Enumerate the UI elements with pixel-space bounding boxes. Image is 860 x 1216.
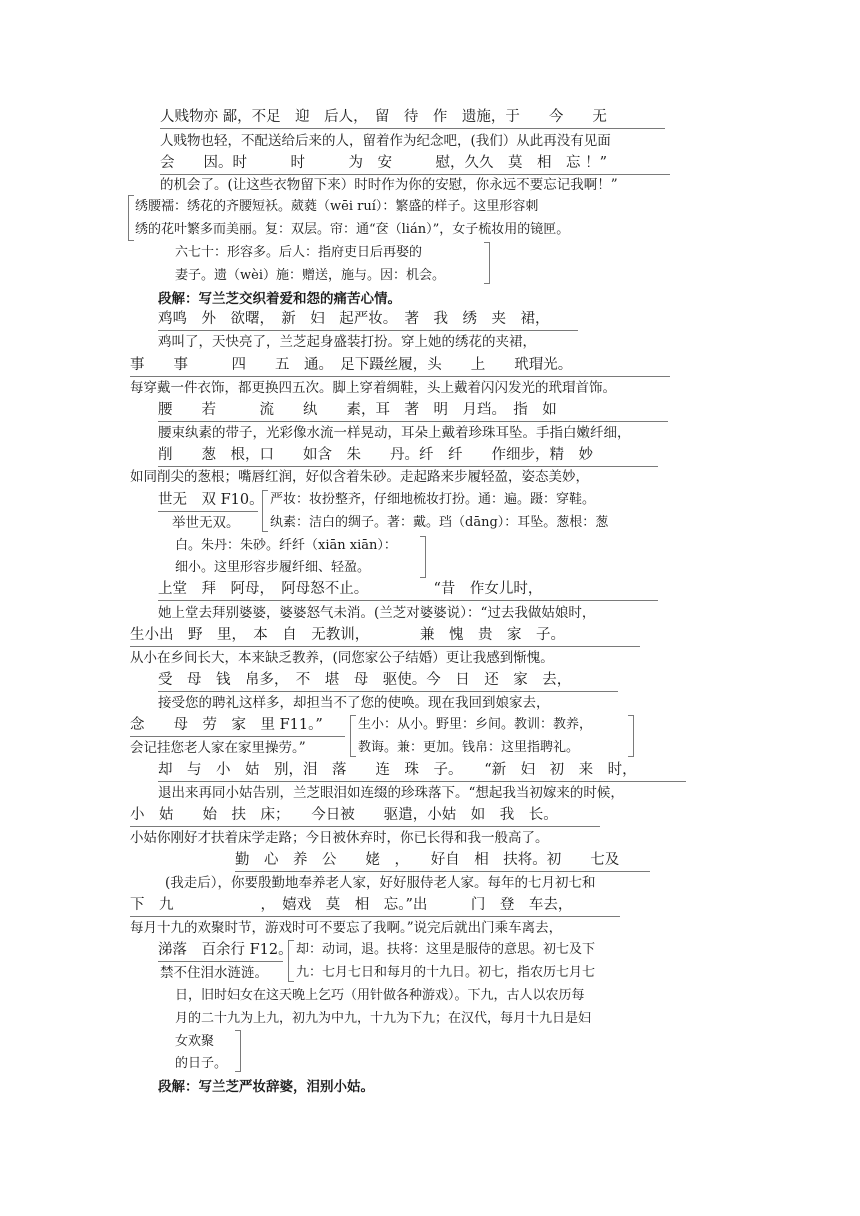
translation-line: 每穿戴一件衣饰，都更换四五次。脚上穿着绸鞋，头上戴着闪闪发光的玳瑁首饰。	[130, 380, 616, 396]
translation-line: 每月十九的欢聚时节，游戏时可不要忘了我啊。”说完后就出门乘车离去，	[130, 920, 563, 936]
section-summary: 段解：写兰芝严妆辞婆，泪别小姑。	[158, 1079, 374, 1095]
section-summary: 段解：写兰芝交织着爱和怨的痛苦心情。	[158, 291, 401, 307]
note-bracket	[128, 195, 134, 241]
original-line: 念 母 劳 家 里 F11。”	[130, 716, 345, 737]
original-line: 腰 若 流 纨 素，耳 著 明 月珰。 指 如	[158, 401, 668, 422]
note-bracket	[262, 490, 268, 532]
original-line: 勤 心 养 公 姥 ， 好自 相 扶将。初 七及	[235, 851, 650, 872]
annotation-line: 九：七月七日和每月的十九日。初七，指农历七月七	[296, 965, 596, 980]
translation-line: 鸡叫了，天快亮了，兰芝起身盛装打扮。穿上她的绣花的夹裙，	[158, 334, 536, 350]
annotation-line: 六七十：形容多。后人：指府吏日后再娶的	[175, 245, 423, 260]
translation-line: (我走后），你要殷勤地奉养老人家，好好服侍老人家。每年的七月初七和	[165, 875, 596, 891]
note-bracket	[484, 242, 490, 284]
annotation-line: 严妆：妆扮整齐，仔细地梳妆打扮。通：遍。蹑：穿鞋。	[270, 492, 596, 507]
original-line: 生小出 野 里， 本 自 无教训， 兼 愧 贵 家 子。	[130, 626, 640, 647]
original-line: 会 因。时 时 为 安 慰，久久 莫 相 忘 ！”	[160, 154, 670, 175]
translation-line: 她上堂去拜别婆婆，婆婆怒气未消。(兰芝对婆婆说）：“过去我做姑娘时，	[158, 605, 596, 621]
translation-line: 举世无双。	[172, 515, 240, 531]
translation-line: 接受您的聘礼这样多，却担当不了您的使唤。现在我回到娘家去，	[158, 695, 550, 711]
note-bracket	[350, 715, 356, 757]
original-line: 却 与 小 姑 别，泪 落 连 珠 子。 “新 妇 初 来 时，	[158, 761, 686, 782]
translation-line: 会记挂您老人家在家里操劳。”	[130, 740, 306, 756]
original-line: 受 母 钱 帛多， 不 堪 母 驱使。今 日 还 家 去，	[158, 671, 618, 692]
annotation-line: 的日子。	[175, 1056, 228, 1071]
translation-line: 小姑你刚好才扶着床学走路；今日被休弃时，你已长得和我一般高了。	[130, 830, 549, 846]
annotation-line: 月的二十九为上九，初九为中九，十九为下九；在汉代，每月十九日是妇	[175, 1011, 592, 1026]
translation-line: 如同削尖的葱根；嘴唇红润，好似含着朱砂。走起路来步履轻盈，姿态美妙，	[130, 469, 589, 485]
original-line: 事 事 四 五 通。 足下蹑丝履，头 上 玳瑁光。	[130, 356, 670, 377]
translation-line: 退出来再同小姑告别，兰芝眼泪如连缀的珍珠落下。“想起我当初嫁来的时候，	[158, 785, 624, 801]
annotation-line: 女欢聚	[175, 1034, 215, 1049]
original-line: 小 姑 始 扶 床； 今日被 驱遣，小姑 如 我 长。	[130, 806, 600, 827]
translation-line: 的机会了。(让这些衣物留下来）时时作为你的安慰，你永远不要忘记我啊！”	[160, 177, 618, 193]
annotation-line: 纨素：洁白的绸子。著：戴。珰（dāng）：耳坠。葱根：葱	[270, 515, 609, 530]
note-bracket	[235, 1030, 241, 1072]
note-bracket	[628, 715, 634, 757]
annotation-line: 白。朱丹：朱砂。纤纤（xiān xiān）：	[175, 538, 397, 553]
original-line: 人贱物亦 鄙，不足 迎 后人， 留 待 作 遗施，于 今 无	[160, 108, 665, 129]
translation-line: 禁不住泪水涟涟。	[160, 965, 268, 981]
note-bracket	[288, 940, 294, 982]
annotation-line: 细小。这里形容步履纤细、轻盈。	[175, 560, 371, 575]
annotation-line: 妻子。遗（wèi）施：赠送，施与。因：机会。	[175, 268, 445, 283]
original-line: 上堂 拜 阿母， 阿母怒不止。 “昔 作女儿时，	[158, 580, 658, 601]
original-line: 涕落 百余行 F12。	[158, 941, 283, 962]
annotation-line: 教诲。兼：更加。钱帛：这里指聘礼。	[358, 740, 580, 755]
annotation-line: 生小：从小。野里：乡间。教训：教养，	[358, 717, 593, 732]
annotation-line: 却：动词，退。扶将：这里是服侍的意思。初七及下	[296, 942, 596, 957]
annotation-line: 绣腰襦：绣花的齐腰短袄。葳蕤（wēi ruí）：繁盛的样子。这里形容刺	[135, 199, 539, 214]
translation-line: 人贱物也轻，不配送给后来的人，留着作为纪念吧，(我们）从此再没有见面	[160, 133, 611, 149]
original-line: 下 九 ， 嬉戏 莫 相 忘。”出 门 登 车去，	[130, 896, 620, 917]
original-line: 削 葱 根，口 如含 朱 丹。纤 纤 作细步，精 妙	[158, 446, 658, 467]
translation-line: 腰束纨素的带子，光彩像水流一样晃动，耳朵上戴着珍珠耳坠。手指白嫩纤细，	[158, 425, 631, 441]
annotation-line: 绣的花叶繁多而美丽。复：双层。帘：通“奁（lián）”，女子梳妆用的镜匣。	[135, 222, 570, 237]
annotation-line: 日，旧时妇女在这天晚上乞巧（用针做各种游戏）。下九，古人以农历每	[175, 988, 585, 1003]
note-bracket	[420, 536, 426, 578]
original-line: 世无 双 F10。	[158, 491, 258, 512]
original-line: 鸡鸣 外 欲曙， 新 妇 起严妆。 著 我 绣 夹 裙，	[158, 310, 578, 331]
translation-line: 从小在乡间长大，本来缺乏教养，(同您家公子结婚）更让我感到惭愧。	[130, 650, 554, 666]
